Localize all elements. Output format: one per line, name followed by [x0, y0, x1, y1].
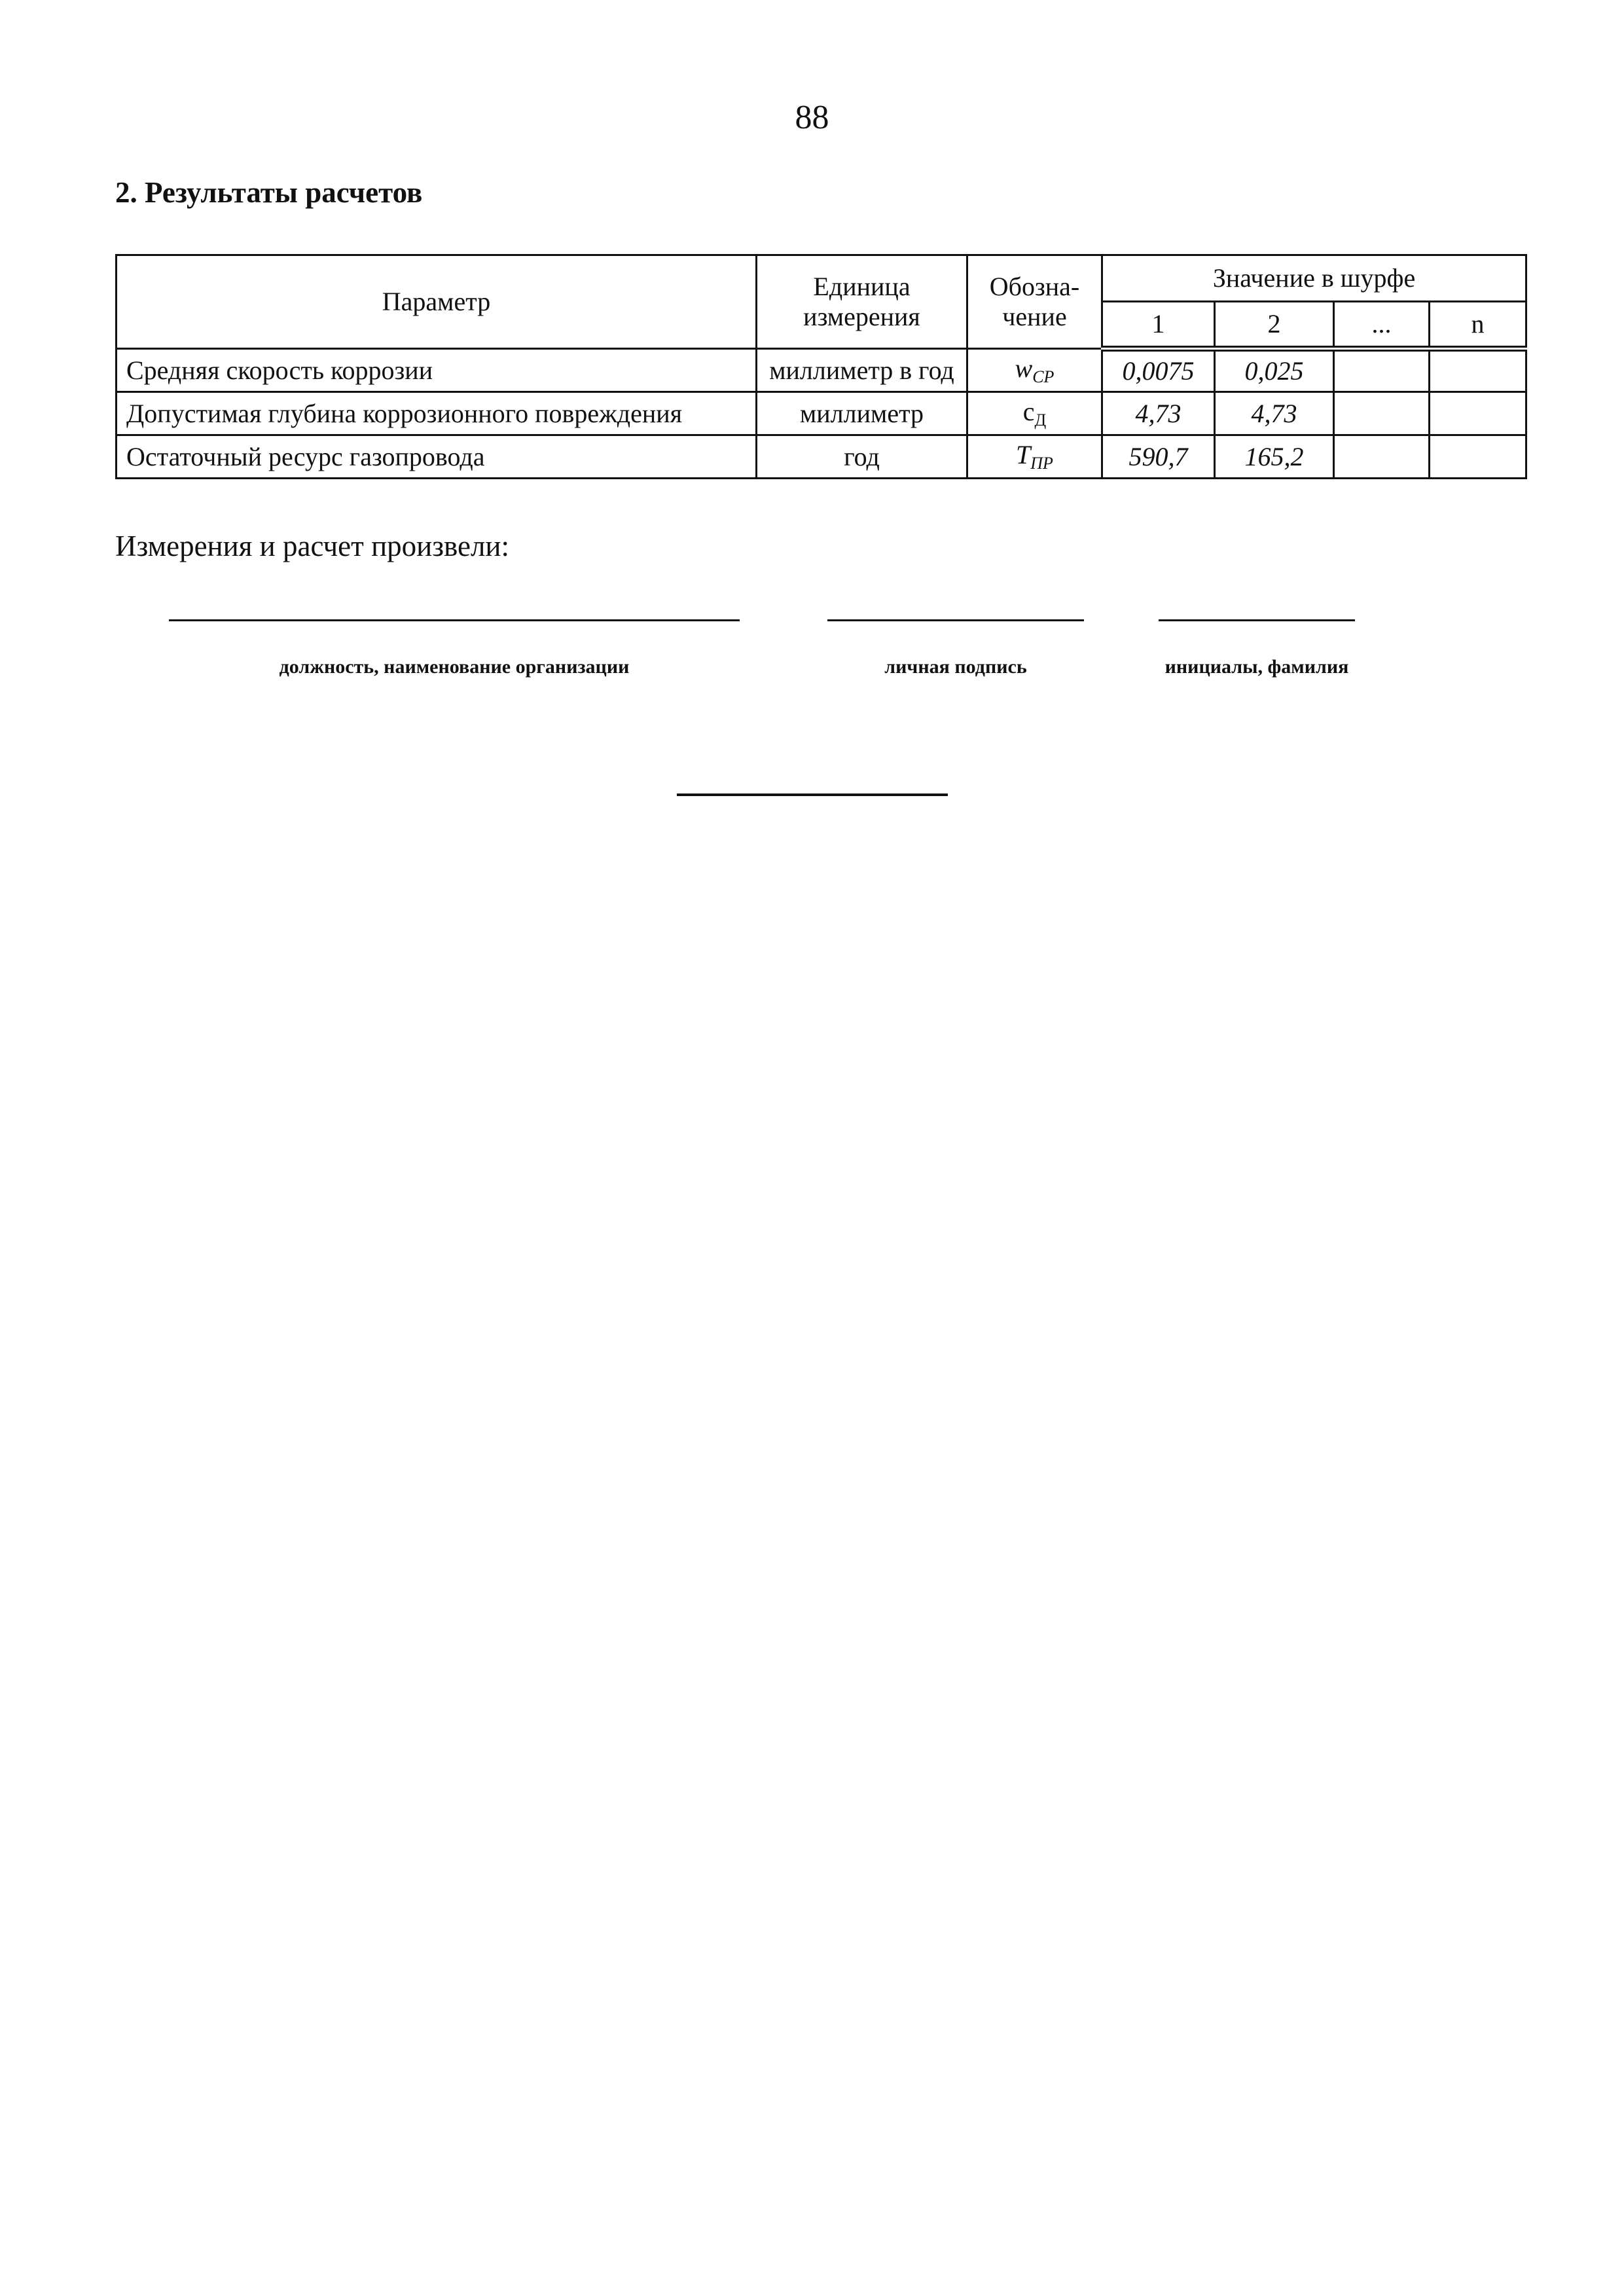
- symbol-subscript: Д: [1034, 410, 1047, 430]
- row-value-ellipsis: [1334, 349, 1430, 392]
- header-value-col-1: 1: [1102, 302, 1215, 349]
- signature-line-signature: [827, 619, 1084, 621]
- symbol-base: c: [1022, 397, 1035, 427]
- end-of-section-line: [677, 793, 948, 796]
- section-title: 2. Результаты расчетов: [115, 176, 423, 209]
- row-value-1: 4,73: [1102, 392, 1215, 435]
- symbol-base: T: [1016, 440, 1031, 470]
- header-symbol: Обозна-чение: [967, 255, 1102, 349]
- row-parameter: Допустимая глубина коррозионного повреждения: [117, 392, 757, 435]
- table-row: [117, 435, 1526, 479]
- results-table: [115, 254, 1527, 479]
- row-unit: год: [757, 435, 967, 479]
- symbol-subscript: ПР: [1030, 454, 1053, 473]
- row-value-n: [1430, 435, 1526, 479]
- row-unit: миллиметр: [757, 392, 967, 435]
- table-row: [117, 392, 1526, 435]
- row-value-2: 165,2: [1215, 435, 1334, 479]
- header-unit: Единица измерения: [757, 255, 967, 349]
- header-value-col-2: 2: [1215, 302, 1334, 349]
- symbol-base: w: [1015, 354, 1033, 384]
- row-symbol: [967, 435, 1102, 479]
- row-value-n: [1430, 392, 1526, 435]
- header-value-col-n: n: [1430, 302, 1526, 349]
- row-value-1: 0,0075: [1102, 349, 1215, 392]
- row-value-2: 4,73: [1215, 392, 1334, 435]
- signature-line-position: [169, 619, 740, 621]
- row-unit: миллиметр в год: [757, 349, 967, 392]
- signature-label-name: инициалы, фамилия: [1164, 656, 1349, 678]
- header-value-col-ellipsis: ...: [1334, 302, 1430, 349]
- table-row: [117, 349, 1526, 392]
- row-value-ellipsis: [1334, 392, 1430, 435]
- signature-line-name: [1159, 619, 1355, 621]
- row-parameter: Остаточный ресурс газопровода: [117, 435, 757, 479]
- row-value-ellipsis: [1334, 435, 1430, 479]
- signers-caption: Измерения и расчет произвели:: [115, 530, 510, 562]
- row-symbol: [967, 392, 1102, 435]
- signature-label-signature: личная подпись: [884, 656, 1027, 678]
- header-value-group: Значение в шурфе: [1102, 255, 1526, 302]
- row-parameter: Средняя скорость коррозии: [117, 349, 757, 392]
- page-number: 88: [795, 99, 829, 136]
- symbol-subscript: СР: [1032, 367, 1055, 387]
- header-parameter: Параметр: [117, 255, 757, 349]
- row-value-1: 590,7: [1102, 435, 1215, 479]
- row-value-n: [1430, 349, 1526, 392]
- signature-label-position: должность, наименование организации: [279, 656, 630, 678]
- row-symbol: [967, 349, 1102, 392]
- row-value-2: 0,025: [1215, 349, 1334, 392]
